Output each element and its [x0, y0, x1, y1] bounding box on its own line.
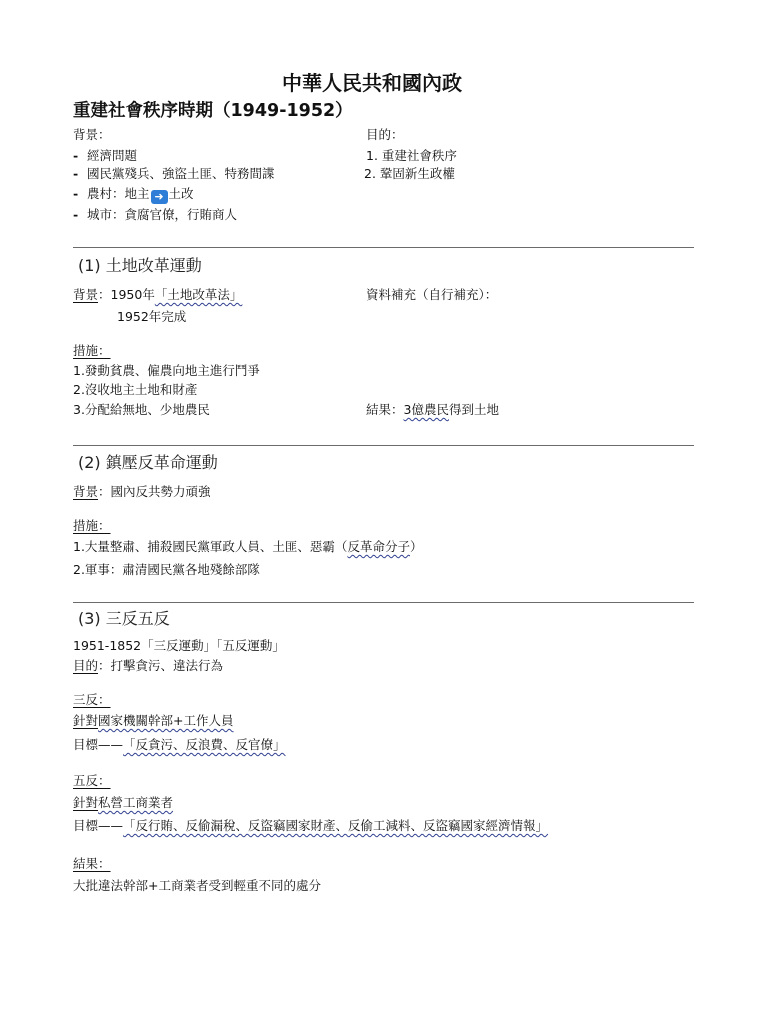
s2-measures-label: 措施：: [73, 518, 111, 533]
s1-measures-label: 措施：: [73, 343, 111, 358]
dash-bullet: -: [73, 148, 79, 163]
intro-aim-label: 目的：: [366, 127, 404, 142]
s3-result-label: 結果：: [73, 856, 111, 871]
s1-extra-note: 資料補充（自行補充）：: [366, 287, 498, 302]
s1-result: 結果：3億農民得到土地: [366, 402, 499, 417]
s1-background-2: 1952年完成: [117, 309, 187, 324]
s3-line-1: 1951-1852「三反運動」「五反運動」: [73, 638, 285, 653]
intro-aim-item-1: 1. 重建社會秩序: [366, 148, 457, 163]
wufan-target: 針對私營工商業者: [73, 795, 174, 810]
s2-background: 背景：國內反共勢力頑強: [73, 484, 211, 499]
sanfan-label: 三反：: [73, 692, 111, 707]
s2-measure-1: 1.大量整肅、捕殺國民黨軍政人員、土匪、惡霸（反革命分子）: [73, 539, 423, 554]
intro-bg-item-1: - 經濟問題: [73, 148, 138, 163]
s1-measure-2: 2.沒收地主土地和財產: [73, 382, 198, 397]
s2-measure-2: 2.軍事：肅清國民黨各地殘餘部隊: [73, 562, 260, 577]
page-subtitle: 重建社會秩序時期（1949-1952）: [73, 101, 353, 121]
intro-bg-label: 背景：: [73, 127, 111, 142]
section-2-heading: (2) 鎮壓反革命運動: [78, 453, 218, 472]
s1-background: 背景：1950年「土地改革法」: [73, 287, 243, 302]
divider: [73, 445, 694, 446]
dash-bullet: -: [73, 186, 79, 201]
wufan-label: 五反：: [73, 773, 111, 788]
dash-bullet: -: [73, 166, 79, 181]
s1-measure-3: 3.分配給無地、少地農民: [73, 402, 210, 417]
intro-bg-item-2: - 國民黨殘兵、強盜土匪、特務間諜: [73, 166, 275, 181]
intro-aim-item-2: 2. 鞏固新生政權: [364, 166, 455, 181]
section-1-heading: (1) 土地改革運動: [78, 256, 202, 275]
dash-bullet: -: [73, 207, 79, 222]
section-3-heading: (3) 三反五反: [78, 609, 170, 628]
wufan-goal: 目標——「反行賄、反偷漏稅、反盜竊國家財產、反偷工減料、反盜竊國家經濟情報」: [73, 818, 549, 833]
sanfan-goal: 目標——「反貪污、反浪費、反官僚」: [73, 737, 286, 752]
divider: [73, 247, 694, 248]
right-arrow-icon: ➜: [151, 190, 168, 204]
intro-bg-item-4: - 城市：貪腐官僚，行賄商人: [73, 207, 238, 222]
s1-measure-1: 1.發動貧農、僱農向地主進行鬥爭: [73, 363, 260, 378]
s3-result-text: 大批違法幹部+工商業者受到輕重不同的處分: [73, 878, 321, 893]
intro-bg-item-3: - 農村：地主 ➜ 土改: [73, 186, 194, 203]
sanfan-target: 針對國家機關幹部+工作人員: [73, 713, 234, 728]
s3-aim: 目的：打擊貪污、違法行為: [73, 658, 224, 673]
page-title: 中華人民共和國內政: [282, 71, 462, 95]
divider: [73, 602, 694, 603]
